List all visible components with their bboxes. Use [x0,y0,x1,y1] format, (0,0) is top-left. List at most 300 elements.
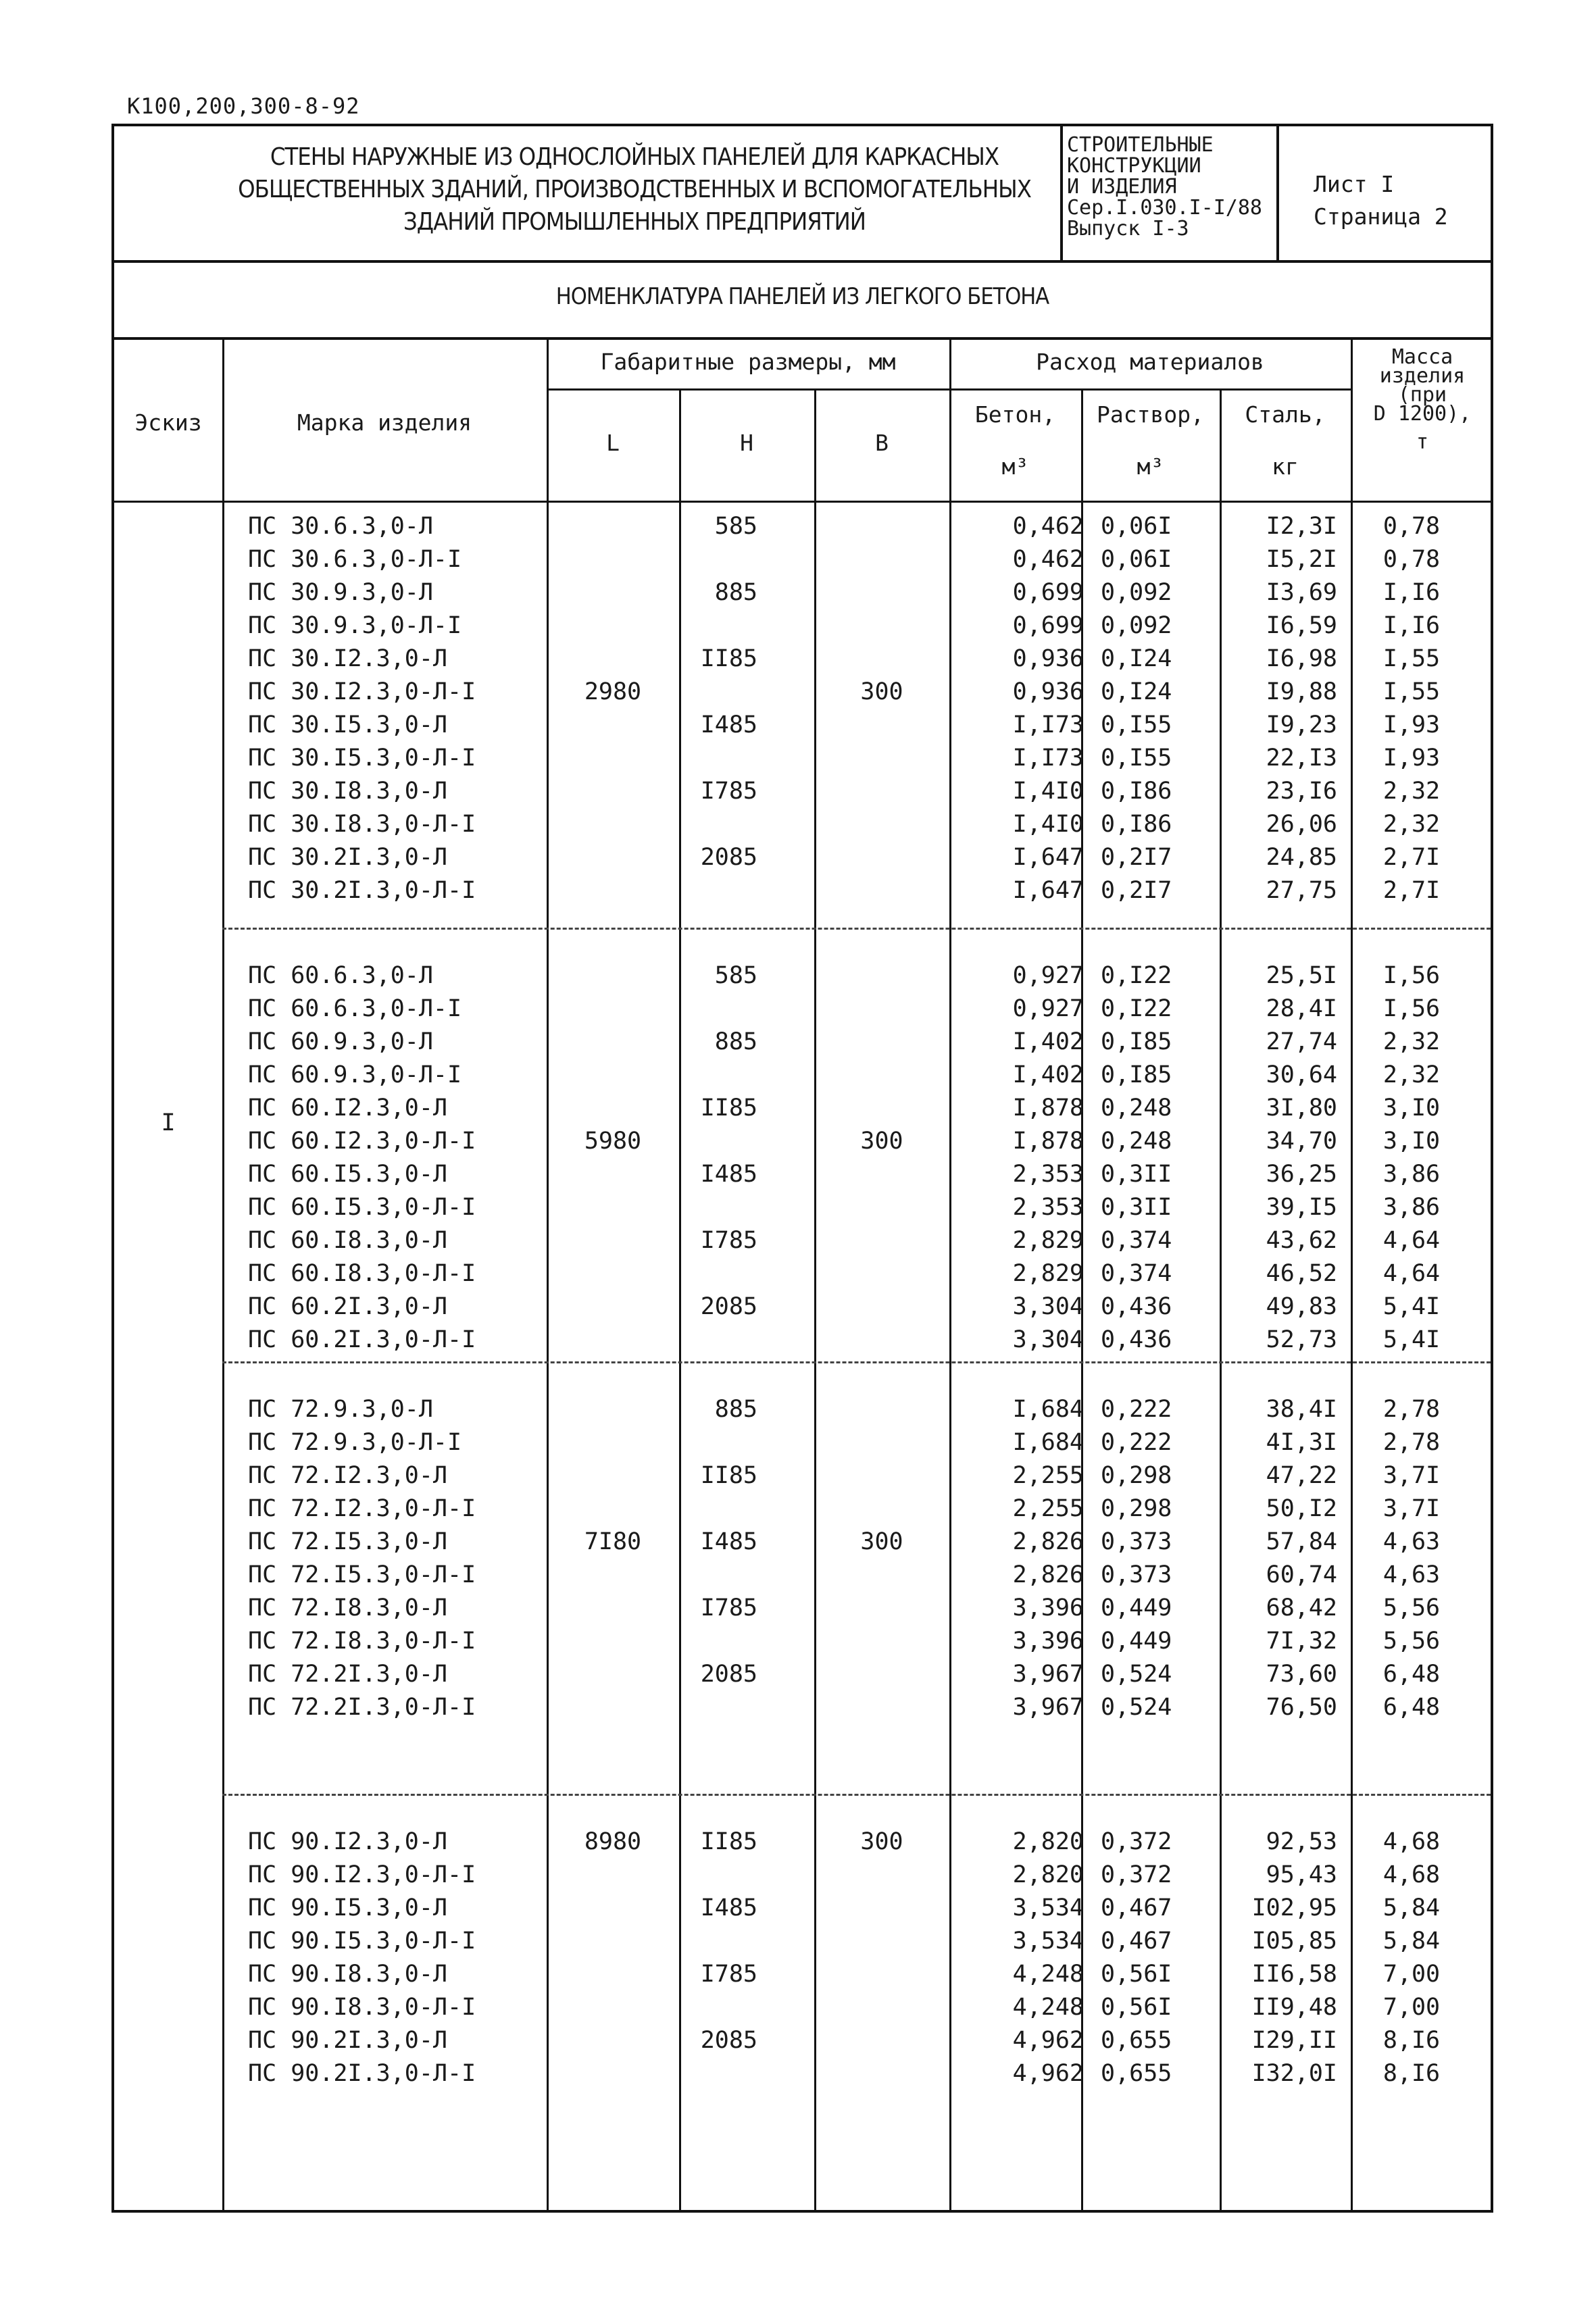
mortar-value: 0,I86 [1101,778,1172,805]
mortar-value: 0,222 [1101,1429,1172,1456]
header-rule [547,388,1351,391]
panel-mark: ПС 90.I2.3,0-Л [248,1828,448,1855]
steel-value: 76,50 [1266,1694,1337,1721]
steel-value: 34,70 [1266,1128,1337,1155]
steel-value: I32,0I [1251,2060,1337,2087]
divider [1060,126,1063,260]
group-separator [222,1794,1491,1796]
panel-mark: ПС 30.I2.3,0-Л-I [248,678,476,705]
mass-value: 3,7I [1382,1462,1441,1489]
mass-value: 4,63 [1382,1561,1441,1588]
steel-value: 73,60 [1266,1661,1337,1688]
steel-value: 60,74 [1266,1561,1337,1588]
mortar-value: 0,524 [1101,1661,1172,1688]
table-row [114,676,1491,709]
panel-mark: ПС 72.2I.3,0-Л [248,1661,448,1688]
table-row [114,1492,1491,1526]
panel-mark: ПС 72.I8.3,0-Л [248,1594,448,1621]
table-caption: НОМЕНКЛАТУРА ПАНЕЛЕЙ ИЗ ЛЕГКОГО БЕТОНА [555,283,1049,310]
mortar-value: 0,467 [1101,1894,1172,1921]
mortar-value: 0,I85 [1101,1061,1172,1088]
mortar-value: 0,I24 [1101,678,1172,705]
concrete-value: 2,255 [1012,1495,1084,1522]
document-title [141,141,1128,238]
mortar-value: 0,436 [1101,1326,1172,1353]
mortar-value: 0,56I [1101,1961,1172,1988]
concrete-value: 3,304 [1012,1293,1084,1320]
panel-mark: ПС 60.2I.3,0-Л [248,1293,448,1320]
concrete-value: 3,396 [1012,1628,1084,1655]
concrete-value: 3,304 [1012,1326,1084,1353]
height-value: II85 [700,1462,757,1489]
sheet-info [1314,168,1448,233]
mass-value: 5,56 [1382,1628,1441,1655]
table-row [114,1859,1491,1892]
mass-value: 4,68 [1382,1861,1441,1888]
concrete-value: 0,699 [1012,612,1084,639]
table-row [114,1892,1491,1925]
panel-mark: ПС 72.I2.3,0-Л [248,1462,448,1489]
concrete-value: I,I73 [1012,745,1084,772]
panel-mark: ПС 60.2I.3,0-Л-I [248,1326,476,1353]
mortar-value: 0,449 [1101,1594,1172,1621]
table-row [114,609,1491,643]
mortar-value: 0,373 [1101,1528,1172,1555]
steel-value: 92,53 [1266,1828,1337,1855]
mass-header-line: (при [1397,383,1447,407]
table-row [114,1393,1491,1426]
panel-mark: ПС 72.2I.3,0-Л-I [248,1694,476,1721]
panel-mark: ПС 60.I5.3,0-Л-I [248,1194,476,1221]
steel-value: 52,73 [1266,1326,1337,1353]
col-header-B: B [875,430,889,456]
title-line: ЗДАНИЙ ПРОМЫШЛЕННЫХ ПРЕДПРИЯТИЙ [403,208,866,236]
mass-value: 2,78 [1382,1396,1441,1423]
panel-mark: ПС 60.I2.3,0-Л [248,1095,448,1122]
panel-mark: ПС 72.I8.3,0-Л-I [248,1628,476,1655]
panel-mark: ПС 90.2I.3,0-Л [248,2027,448,2054]
panel-mark: ПС 30.I5.3,0-Л [248,711,448,738]
mortar-value: 0,56I [1101,1994,1172,2021]
table-row [114,1559,1491,1592]
height-value: I785 [700,1227,757,1254]
table-row [114,2057,1491,2090]
mass-value: 5,4I [1382,1326,1441,1353]
concrete-value: 0,927 [1012,995,1084,1022]
concrete-value: 3,967 [1012,1694,1084,1721]
panel-mark: ПС 90.I8.3,0-Л-I [248,1994,476,2021]
steel-value: 24,85 [1266,844,1337,871]
mass-value: 3,I0 [1382,1128,1441,1155]
steel-value: 50,I2 [1266,1495,1337,1522]
table-row [114,1658,1491,1691]
mass-value: I,56 [1382,962,1441,989]
concrete-value: 2,255 [1012,1462,1084,1489]
steel-value: I6,98 [1266,645,1337,672]
steel-value: 27,74 [1266,1028,1337,1055]
height-value: II85 [700,1095,757,1122]
mass-value: I,56 [1382,995,1441,1022]
steel-value: 22,I3 [1266,745,1337,772]
concrete-value: I,647 [1012,844,1084,871]
table-top-rule [114,337,1491,340]
steel-value: 47,22 [1266,1462,1337,1489]
length-value: 7I80 [584,1528,642,1555]
mass-value: 2,32 [1382,811,1441,838]
panel-mark: ПС 30.9.3,0-Л-I [248,612,462,639]
mass-value: 2,7I [1382,844,1441,871]
panel-mark: ПС 90.I5.3,0-Л-I [248,1928,476,1955]
height-value: 885 [714,1028,757,1055]
panel-mark: ПС 90.2I.3,0-Л-I [248,2060,476,2087]
mortar-value: 0,298 [1101,1462,1172,1489]
col-header-L: L [606,430,620,456]
table-row [114,1826,1491,1859]
height-value: 585 [714,513,757,540]
mass-header-line: изделия [1379,364,1466,388]
mass-value: 4,64 [1382,1227,1441,1254]
panel-mark: ПС 30.6.3,0-Л-I [248,546,462,573]
steel-value: 36,25 [1266,1161,1337,1188]
steel-value: 38,4I [1266,1396,1337,1423]
panel-mark: ПС 30.I5.3,0-Л-I [248,745,476,772]
panel-mark: ПС 60.I5.3,0-Л [248,1161,448,1188]
concrete-value: 2,826 [1012,1528,1084,1555]
concrete-value: 0,936 [1012,678,1084,705]
col-header-mortar: Раствор, [1097,401,1204,428]
steel-value: 30,64 [1266,1061,1337,1088]
col-header-mortar-unit: м³ [1137,453,1164,480]
table-row [114,1592,1491,1625]
concrete-value: 4,962 [1012,2060,1084,2087]
table-row [114,1324,1491,1357]
mass-value: I,55 [1382,645,1441,672]
col-header-concrete-unit: м³ [1001,453,1029,480]
mortar-value: 0,524 [1101,1694,1172,1721]
group-separator [222,928,1491,930]
col-header-mark: Марка изделия [297,409,472,436]
mortar-value: 0,222 [1101,1396,1172,1423]
table-row [114,510,1491,543]
concrete-value: I,647 [1012,877,1084,904]
length-value: 8980 [584,1828,642,1855]
mass-value: I,93 [1382,745,1441,772]
table-row [114,1026,1491,1059]
table-row [114,1459,1491,1492]
table-row [114,1958,1491,1991]
length-value: 5980 [584,1128,642,1155]
steel-value: 26,06 [1266,811,1337,838]
panel-mark: ПС 60.6.3,0-Л-I [248,995,462,1022]
concrete-value: 2,353 [1012,1194,1084,1221]
mass-header-line: D 1200), [1373,402,1472,426]
width-value: 300 [860,1128,903,1155]
concrete-value: I,402 [1012,1061,1084,1088]
panel-mark: ПС 30.2I.3,0-Л-I [248,877,476,904]
mortar-value: 0,373 [1101,1561,1172,1588]
panel-mark: ПС 60.I8.3,0-Л-I [248,1260,476,1287]
mortar-value: 0,092 [1101,612,1172,639]
panel-mark: ПС 60.9.3,0-Л-I [248,1061,462,1088]
concrete-value: 4,248 [1012,1994,1084,2021]
mass-value: 4,68 [1382,1828,1441,1855]
mass-value: 5,4I [1382,1293,1441,1320]
mass-value: 2,78 [1382,1429,1441,1456]
height-value: I485 [700,1528,757,1555]
height-value: 885 [714,1396,757,1423]
concrete-value: 2,820 [1012,1861,1084,1888]
mass-value: 7,00 [1382,1961,1441,1988]
table-row [114,1925,1491,1958]
table-row [114,1224,1491,1257]
table-row [114,1691,1491,1724]
series-line: СТРОИТЕЛЬНЫЕ [1067,133,1214,157]
panel-mark: ПС 72.9.3,0-Л-I [248,1429,462,1456]
mass-value: 4,64 [1382,1260,1441,1287]
mortar-value: 0,298 [1101,1495,1172,1522]
concrete-value: 0,699 [1012,579,1084,606]
panel-mark: ПС 90.I5.3,0-Л [248,1894,448,1921]
steel-value: I9,23 [1266,711,1337,738]
steel-value: I05,85 [1251,1928,1337,1955]
steel-value: 23,I6 [1266,778,1337,805]
table-row [114,643,1491,676]
panel-mark: ПС 72.9.3,0-Л [248,1396,433,1423]
steel-value: 57,84 [1266,1528,1337,1555]
steel-value: II9,48 [1251,1994,1337,2021]
steel-value: I2,3I [1266,513,1337,540]
concrete-value: I,684 [1012,1396,1084,1423]
mortar-value: 0,I85 [1101,1028,1172,1055]
height-value: 2085 [700,1661,757,1688]
panel-mark: ПС 60.I2.3,0-Л-I [248,1128,476,1155]
concrete-value: 2,820 [1012,1828,1084,1855]
steel-value: I3,69 [1266,579,1337,606]
concrete-value: I,4I0 [1012,811,1084,838]
concrete-value: 0,927 [1012,962,1084,989]
concrete-value: I,878 [1012,1095,1084,1122]
width-value: 300 [860,1828,903,1855]
table-row [114,841,1491,874]
steel-value: 95,43 [1266,1861,1337,1888]
mass-value: 8,I6 [1382,2060,1441,2087]
mortar-value: 0,06I [1101,546,1172,573]
panel-mark: ПС 72.I5.3,0-Л-I [248,1561,476,1588]
group-separator [222,1361,1491,1363]
steel-value: 49,83 [1266,1293,1337,1320]
col-header-mass [1355,345,1490,454]
mass-header-line: Масса [1391,345,1453,369]
height-value: I485 [700,1161,757,1188]
mass-value: 7,00 [1382,1994,1441,2021]
table-row [114,1526,1491,1559]
table-row [114,543,1491,576]
panel-mark: ПС 30.I8.3,0-Л [248,778,448,805]
col-header-concrete: Бетон, [974,401,1056,428]
panel-mark: ПС 90.I2.3,0-Л-I [248,1861,476,1888]
mass-header-line: т [1416,430,1429,454]
mortar-value: 0,374 [1101,1227,1172,1254]
mass-value: 5,56 [1382,1594,1441,1621]
mass-value: I,55 [1382,678,1441,705]
mortar-value: 0,449 [1101,1628,1172,1655]
mortar-value: 0,374 [1101,1260,1172,1287]
steel-value: 46,52 [1266,1260,1337,1287]
page-number: Страница 2 [1314,203,1448,230]
height-value: 885 [714,579,757,606]
panel-mark: ПС 30.2I.3,0-Л [248,844,448,871]
concrete-value: 3,967 [1012,1661,1084,1688]
mortar-value: 0,248 [1101,1128,1172,1155]
table-row [114,775,1491,808]
concrete-value: I,I73 [1012,711,1084,738]
steel-value: I9,88 [1266,678,1337,705]
mortar-value: 0,3II [1101,1161,1172,1188]
mass-value: 3,I0 [1382,1095,1441,1122]
panel-mark: ПС 60.9.3,0-Л [248,1028,433,1055]
mortar-value: 0,372 [1101,1828,1172,1855]
steel-value: 25,5I [1266,962,1337,989]
mass-value: 2,32 [1382,778,1441,805]
panel-mark: ПС 30.6.3,0-Л [248,513,433,540]
mass-value: 0,78 [1382,546,1441,573]
panel-mark: ПС 90.I8.3,0-Л [248,1961,448,1988]
concrete-value: 2,829 [1012,1227,1084,1254]
series-line: Сер.I.030.I-I/88 [1067,196,1262,220]
series-info [1067,134,1273,239]
table-row [114,709,1491,742]
mass-value: 4,63 [1382,1528,1441,1555]
mortar-value: 0,2I7 [1101,844,1172,871]
height-value: 2085 [700,1293,757,1320]
mortar-value: 0,I55 [1101,711,1172,738]
title-line: ОБЩЕСТВЕННЫХ ЗДАНИЙ, ПРОИЗВОДСТВЕННЫХ И ВСПОМОГАТЕЛЬНЫХ [238,176,1031,203]
mortar-value: 0,06I [1101,513,1172,540]
mass-value: 2,7I [1382,877,1441,904]
table-row [114,2024,1491,2057]
mass-value: 2,32 [1382,1028,1441,1055]
concrete-value: I,4I0 [1012,778,1084,805]
mass-value: 0,78 [1382,513,1441,540]
mortar-value: 0,I24 [1101,645,1172,672]
table-row [114,874,1491,907]
panel-mark: ПС 30.I2.3,0-Л [248,645,448,672]
height-value: 2085 [700,2027,757,2054]
table-row [114,1991,1491,2024]
sketch-cell: I [161,1109,176,1136]
concrete-value: 0,936 [1012,645,1084,672]
document-code: К100,200,300-8-92 [127,93,360,119]
mass-value: 3,86 [1382,1194,1441,1221]
mortar-value: 0,467 [1101,1928,1172,1955]
height-value: I485 [700,711,757,738]
table-row [114,1191,1491,1224]
height-value: I785 [700,1961,757,1988]
concrete-value: 0,462 [1012,546,1084,573]
mass-value: 5,84 [1382,1894,1441,1921]
steel-value: 43,62 [1266,1227,1337,1254]
table-row [114,1092,1491,1125]
mortar-value: 0,I55 [1101,745,1172,772]
concrete-value: 0,462 [1012,513,1084,540]
height-value: I785 [700,778,757,805]
table-row [114,1625,1491,1658]
concrete-value: 2,353 [1012,1161,1084,1188]
height-value: I485 [700,1894,757,1921]
mortar-value: 0,I22 [1101,962,1172,989]
concrete-value: 2,826 [1012,1561,1084,1588]
col-header-steel: Сталь, [1245,401,1326,428]
series-line: КОНСТРУКЦИИ [1067,154,1201,178]
mass-value: 2,32 [1382,1061,1441,1088]
height-value: II85 [700,645,757,672]
height-value: 585 [714,962,757,989]
concrete-value: I,402 [1012,1028,1084,1055]
table-row [114,576,1491,609]
col-header-H: H [740,430,753,456]
drawing-frame [111,124,1493,2213]
steel-value: 68,42 [1266,1594,1337,1621]
mortar-value: 0,248 [1101,1095,1172,1122]
mass-value: 8,I6 [1382,2027,1441,2054]
panel-mark: ПС 30.9.3,0-Л [248,579,433,606]
mortar-value: 0,I22 [1101,995,1172,1022]
mortar-value: 0,092 [1101,579,1172,606]
steel-value: 7I,32 [1266,1628,1337,1655]
col-header-sketch: Эскиз [134,409,202,436]
title-line: СТЕНЫ НАРУЖНЫЕ ИЗ ОДНОСЛОЙНЫХ ПАНЕЛЕЙ ДЛЯ КАРКАСНЫХ [270,143,999,171]
col-header-materials: Расход материалов [1036,349,1264,375]
mass-value: 6,48 [1382,1661,1441,1688]
steel-value: I6,59 [1266,612,1337,639]
table-row [114,959,1491,992]
concrete-value: 3,534 [1012,1894,1084,1921]
mortar-value: 0,372 [1101,1861,1172,1888]
title-block [114,126,1491,263]
steel-value: II6,58 [1251,1961,1337,1988]
steel-value: 39,I5 [1266,1194,1337,1221]
table-row [114,1426,1491,1459]
width-value: 300 [860,678,903,705]
steel-value: 27,75 [1266,877,1337,904]
table-row [114,1257,1491,1290]
panel-mark: ПС 60.6.3,0-Л [248,962,433,989]
mortar-value: 0,3II [1101,1194,1172,1221]
table-row [114,1059,1491,1092]
mass-value: I,93 [1382,711,1441,738]
concrete-value: 3,396 [1012,1594,1084,1621]
concrete-value: I,878 [1012,1128,1084,1155]
mortar-value: 0,655 [1101,2060,1172,2087]
series-line: И ИЗДЕЛИЯ [1067,175,1177,199]
col-header-dims: Габаритные размеры, мм [600,349,896,375]
panel-mark: ПС 72.I5.3,0-Л [248,1528,448,1555]
steel-value: I5,2I [1266,546,1337,573]
mass-value: I,I6 [1382,612,1441,639]
sheet-number: Лист I [1314,171,1395,197]
mortar-value: 0,436 [1101,1293,1172,1320]
mass-value: 3,7I [1382,1495,1441,1522]
mass-value: 6,48 [1382,1694,1441,1721]
width-value: 300 [860,1528,903,1555]
mass-value: 5,84 [1382,1928,1441,1955]
concrete-value: 4,962 [1012,2027,1084,2054]
panel-mark: ПС 72.I2.3,0-Л-I [248,1495,476,1522]
col-header-steel-unit: кг [1272,453,1299,480]
height-value: II85 [700,1828,757,1855]
header-bottom-rule [114,501,1491,503]
steel-value: I02,95 [1251,1894,1337,1921]
